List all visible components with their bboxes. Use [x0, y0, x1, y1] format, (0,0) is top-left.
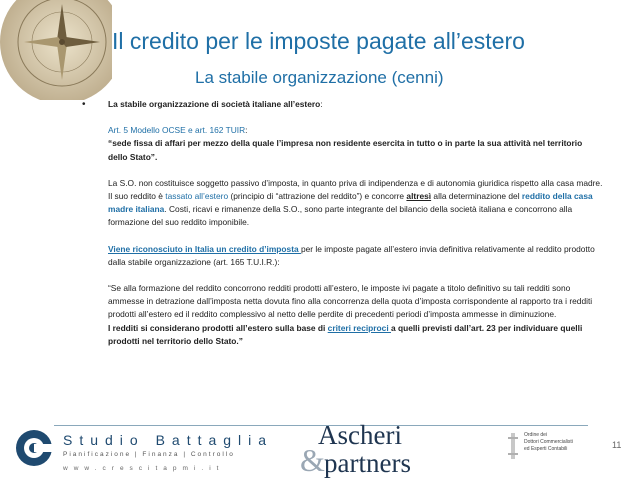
p2-tassato: tassato all’estero [165, 191, 229, 202]
bullet-item [82, 98, 603, 348]
paragraph-so [108, 177, 603, 230]
credit-text: per le imposte pagate all’estero invia definitiva relativamente al reddito prodotto dalla stabile organizzazione (art. 165 T.U.I.R.): [108, 243, 595, 267]
p2-text-c: alla determinazione del [431, 191, 522, 202]
p2-text-a: La S.O. non costituisce soggetto passivo d’imposta, in quanto priva di indipendenza e di autonomia giuridica rispetto alla casa madre. Il suo reddito è [108, 177, 603, 202]
reference-colon: : [245, 125, 248, 136]
slide-subtitle: La stabile organizzazione (cenni) [195, 68, 444, 87]
quote-bold-a: I redditi si considerano prodotti all’estero sulla base di [108, 322, 328, 333]
reference-line [108, 124, 603, 137]
intro-line [108, 98, 603, 111]
studio-tagline: Pianificazione | Finanza | Controllo [63, 451, 235, 458]
partner-ampersand: & [300, 442, 325, 478]
order-text [524, 432, 573, 453]
p2-text-d: . Costi, ricavi e rimanenze della S.O., sono parte integrante del bilancio della società italiana e concorrono alla formazione del suo reddito imponibile. [108, 204, 573, 228]
studio-url[interactable]: www.crescitapmi.it [63, 465, 225, 472]
order-line1: Ordine dei [524, 432, 548, 438]
compass-decoration [0, 0, 112, 100]
partner-line1: Ascheri [318, 420, 402, 450]
criteri-link[interactable]: criteri reciproci [327, 322, 391, 333]
paragraph-credit [108, 243, 603, 269]
quote-bold-b: a quelli previsti dall’art. 23 per individuare quelli prodotti nel territorio dello Stato.” [108, 322, 583, 346]
partner-line2: partners [324, 448, 411, 478]
page-number: 11 [612, 440, 622, 450]
order-emblem-icon [507, 431, 519, 461]
intro-colon: : [320, 99, 323, 109]
quote-text: “Se alla formazione del reddito concorrono redditi prodotti all’estero, le imposte ivi pagate a titolo definitivo su tali redditi sono ammesse in detrazione dall’imposta netta dovuta fino alla concorrenza della quota d’imposta corrispondente al rapporto tra i redditi prodotti all’estero ed il reddito complessivo al netto delle perdite di precedenti periodi d’imposta ammesse in diminuzione. [108, 283, 593, 320]
p2-altresi: altresì [406, 191, 432, 202]
slide-content [82, 98, 603, 348]
reference-label: Art. 5 Modello OCSE e art. 162 TUIR [108, 125, 246, 136]
credit-link[interactable]: Viene riconosciuto in Italia un credito d’imposta [108, 243, 301, 254]
article-quote [108, 282, 603, 348]
p2-reddito: reddito della casa madre italiana [108, 191, 593, 215]
studio-name: Studio Battaglia [63, 432, 274, 448]
order-line2: Dottori Commercialisti [524, 439, 573, 445]
studio-battaglia-logo [14, 428, 54, 468]
ascheri-partners-logo [300, 420, 430, 478]
intro-text: La stabile organizzazione di società italiane all’estero [108, 99, 321, 109]
p2-text-b: (principio di “attrazione del reddito”) e concorre [228, 191, 407, 202]
order-line3: ed Esperti Contabili [524, 446, 568, 452]
definition-quote: “sede fissa di affari per mezzo della quale l’impresa non residente esercita in tutto o in parte la sua attività nel territorio dello Stato”. [108, 138, 583, 162]
bullet-marker: • [82, 99, 86, 110]
slide-title: Il credito per le imposte pagate all’estero [112, 28, 525, 54]
